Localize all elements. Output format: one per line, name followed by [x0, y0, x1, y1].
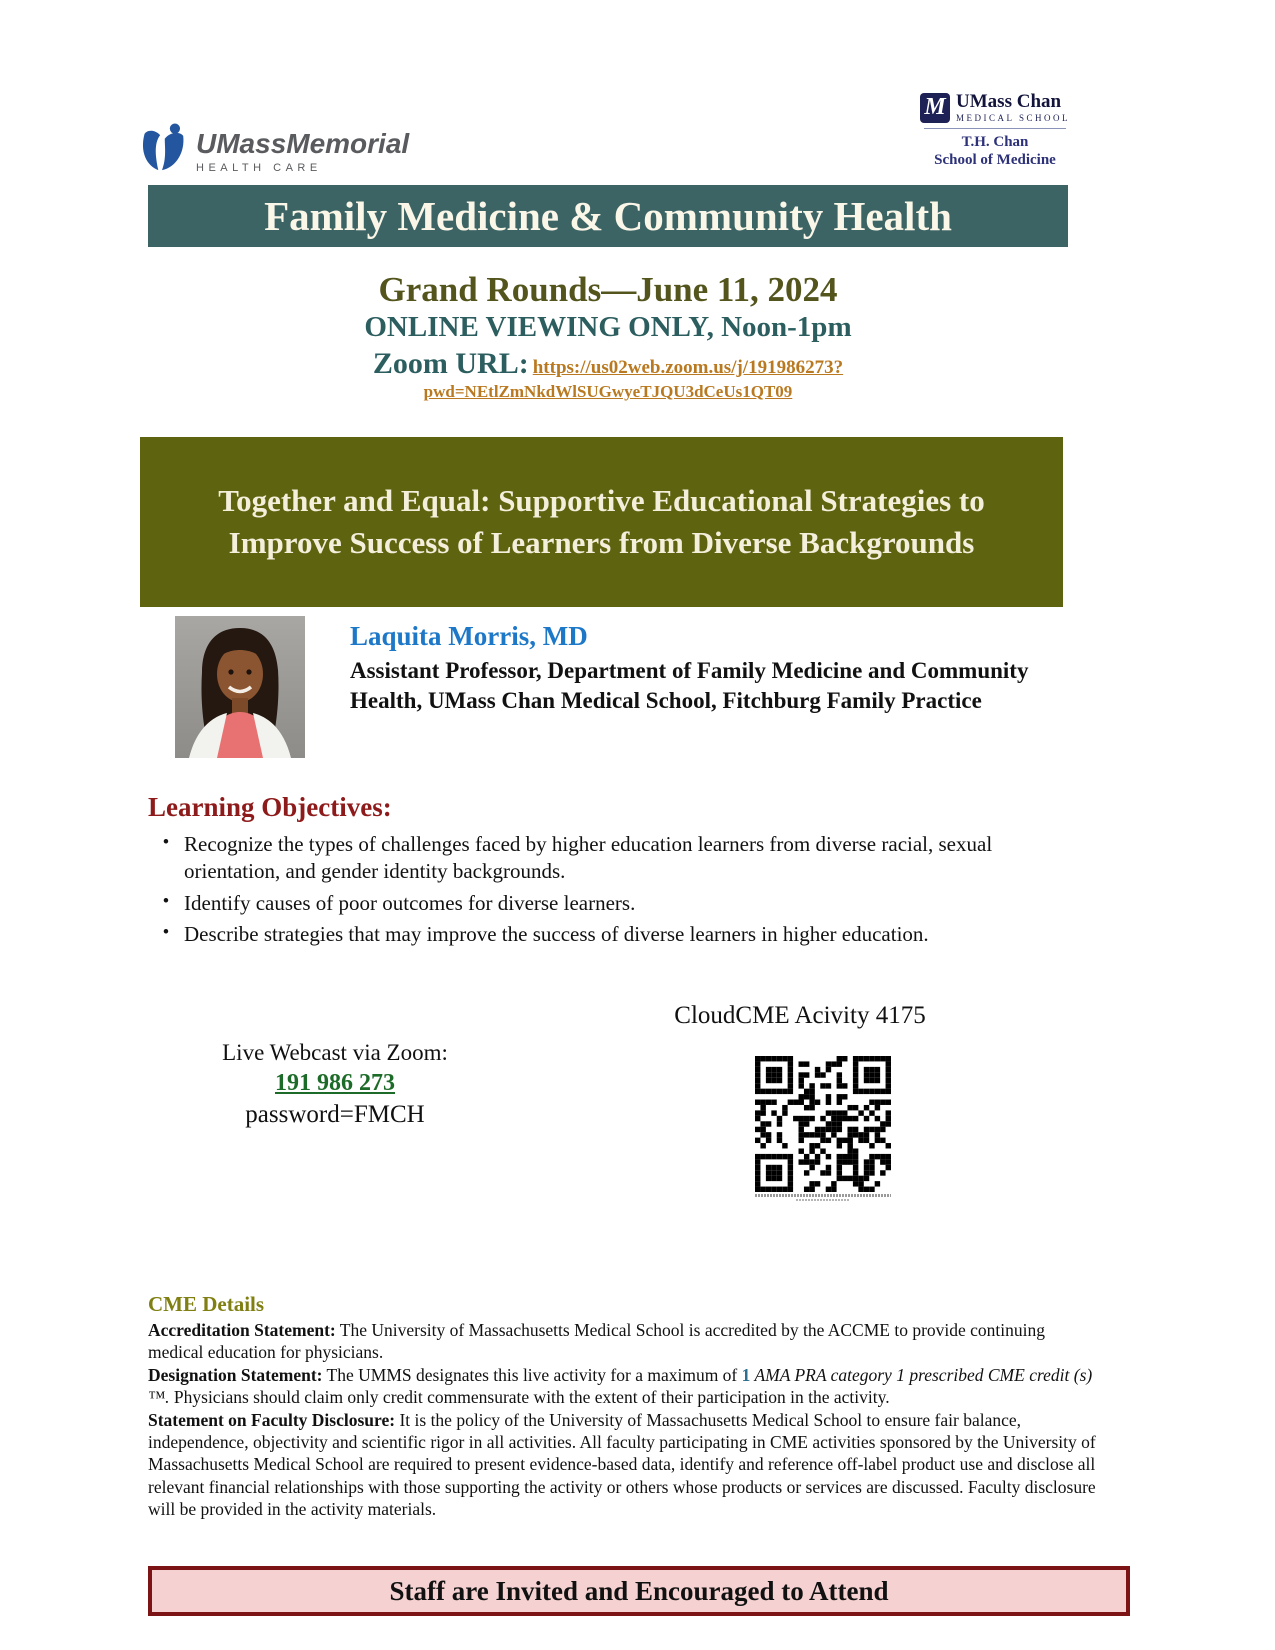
umass-memorial-flower-icon — [138, 120, 186, 181]
talk-title-banner — [140, 437, 1063, 607]
speaker-section — [175, 616, 1040, 758]
faculty-disclosure-statement: Statement on Faculty Disclosure: It is the policy of the University of Massachusetts Medical School to ensure fair balance, independence, objectivity and scientific rigor in all activities. All faculty participating in CME activities sponsored by the University of Massachusetts Medical School are required to present evidence-based data, identify and reference off-label product use and disclose all relevant financial relationships with those supporting the activity or others whose products or services are discussed. Faculty disclosure will be provided in the activity materials. — [148, 1409, 1096, 1520]
webcast-password: password=FMCH — [245, 1101, 425, 1129]
th-chan-line1: T.H. Chan — [961, 134, 1029, 150]
zoom-meeting-id-link[interactable]: 191 986 273 — [275, 1069, 395, 1096]
speaker-photo — [175, 616, 305, 758]
zoom-url-link-line2[interactable]: pwd=NEtlZmNkdWlSUGwyeTJQU3dCeUs1QT09 — [423, 382, 793, 402]
event-title: Grand Rounds—June 11, 2024 — [378, 270, 838, 309]
learning-objectives — [148, 792, 1093, 952]
event-info — [148, 270, 1068, 402]
bullet-icon: • — [162, 832, 170, 853]
department-title: Family Medicine & Community Health — [264, 193, 952, 239]
department-banner — [148, 185, 1068, 247]
objectives-heading: Learning Objectives: — [148, 792, 392, 822]
umass-memorial-logo — [138, 120, 409, 181]
bullet-icon: • — [162, 921, 170, 943]
qr-caption-microprint — [755, 1194, 891, 1201]
umass-chan-monogram-icon: M — [920, 93, 950, 123]
th-chan-line2: School of Medicine — [934, 152, 1056, 168]
zoom-url-link-line1[interactable]: https://us02web.zoom.us/j/191986273? — [532, 357, 844, 379]
umass-chan-name: UMass Chan — [956, 91, 1062, 112]
cme-heading: CME Details — [148, 1292, 265, 1316]
objective-item: • Recognize the types of challenges faced by higher education learners from diverse racial, sexual orientation, and gender identity backgrounds. — [148, 831, 1093, 886]
umass-chan-subtitle: MEDICAL SCHOOL — [956, 113, 1070, 123]
speaker-name: Laquita Morris, MD — [350, 621, 588, 651]
divider — [924, 128, 1066, 129]
accreditation-statement: Accreditation Statement: The University of Massachusetts Medical School is accredited by the ACCME to provide continuing medical education for physicians. — [148, 1320, 1046, 1363]
qr-code — [755, 1056, 891, 1201]
umass-memorial-tagline: HEALTH CARE — [196, 162, 322, 174]
event-viewing-note: ONLINE VIEWING ONLY, Noon-1pm — [364, 311, 852, 344]
footer-banner-text: Staff are Invited and Encouraged to Attend — [389, 1576, 889, 1606]
speaker-title: Assistant Professor, Department of Family Medicine and Community Health, UMass Chan Medical School, Fitchburg Family Practice — [350, 658, 1029, 714]
footer-banner — [148, 1566, 1130, 1616]
cloudcme-activity-label: CloudCME Acivity 4175 — [674, 1002, 926, 1029]
objective-item: • Identify causes of poor outcomes for diverse learners. — [148, 890, 1093, 917]
umass-chan-logo — [920, 92, 1070, 169]
talk-title: Together and Equal: Supportive Educational Strategies to Improve Success of Learners from Diverse Backgrounds — [218, 483, 985, 560]
umass-memorial-name: UMassMemorial — [196, 128, 410, 159]
objective-item: • Describe strategies that may improve the success of diverse learners in higher education. — [148, 921, 1093, 948]
zoom-url-label: Zoom URL: — [372, 347, 529, 381]
designation-statement: Designation Statement: The UMMS designates this live activity for a maximum of 1 AMA PRA category 1 prescribed CME credit (s) ™. Physicians should claim only credit commensurate with the extent of their participation in the activity. — [148, 1364, 1093, 1408]
webcast-info — [170, 1038, 500, 1132]
webcast-label: Live Webcast via Zoom: — [222, 1040, 448, 1065]
cme-details — [148, 1292, 1103, 1521]
bullet-icon: • — [162, 890, 170, 912]
